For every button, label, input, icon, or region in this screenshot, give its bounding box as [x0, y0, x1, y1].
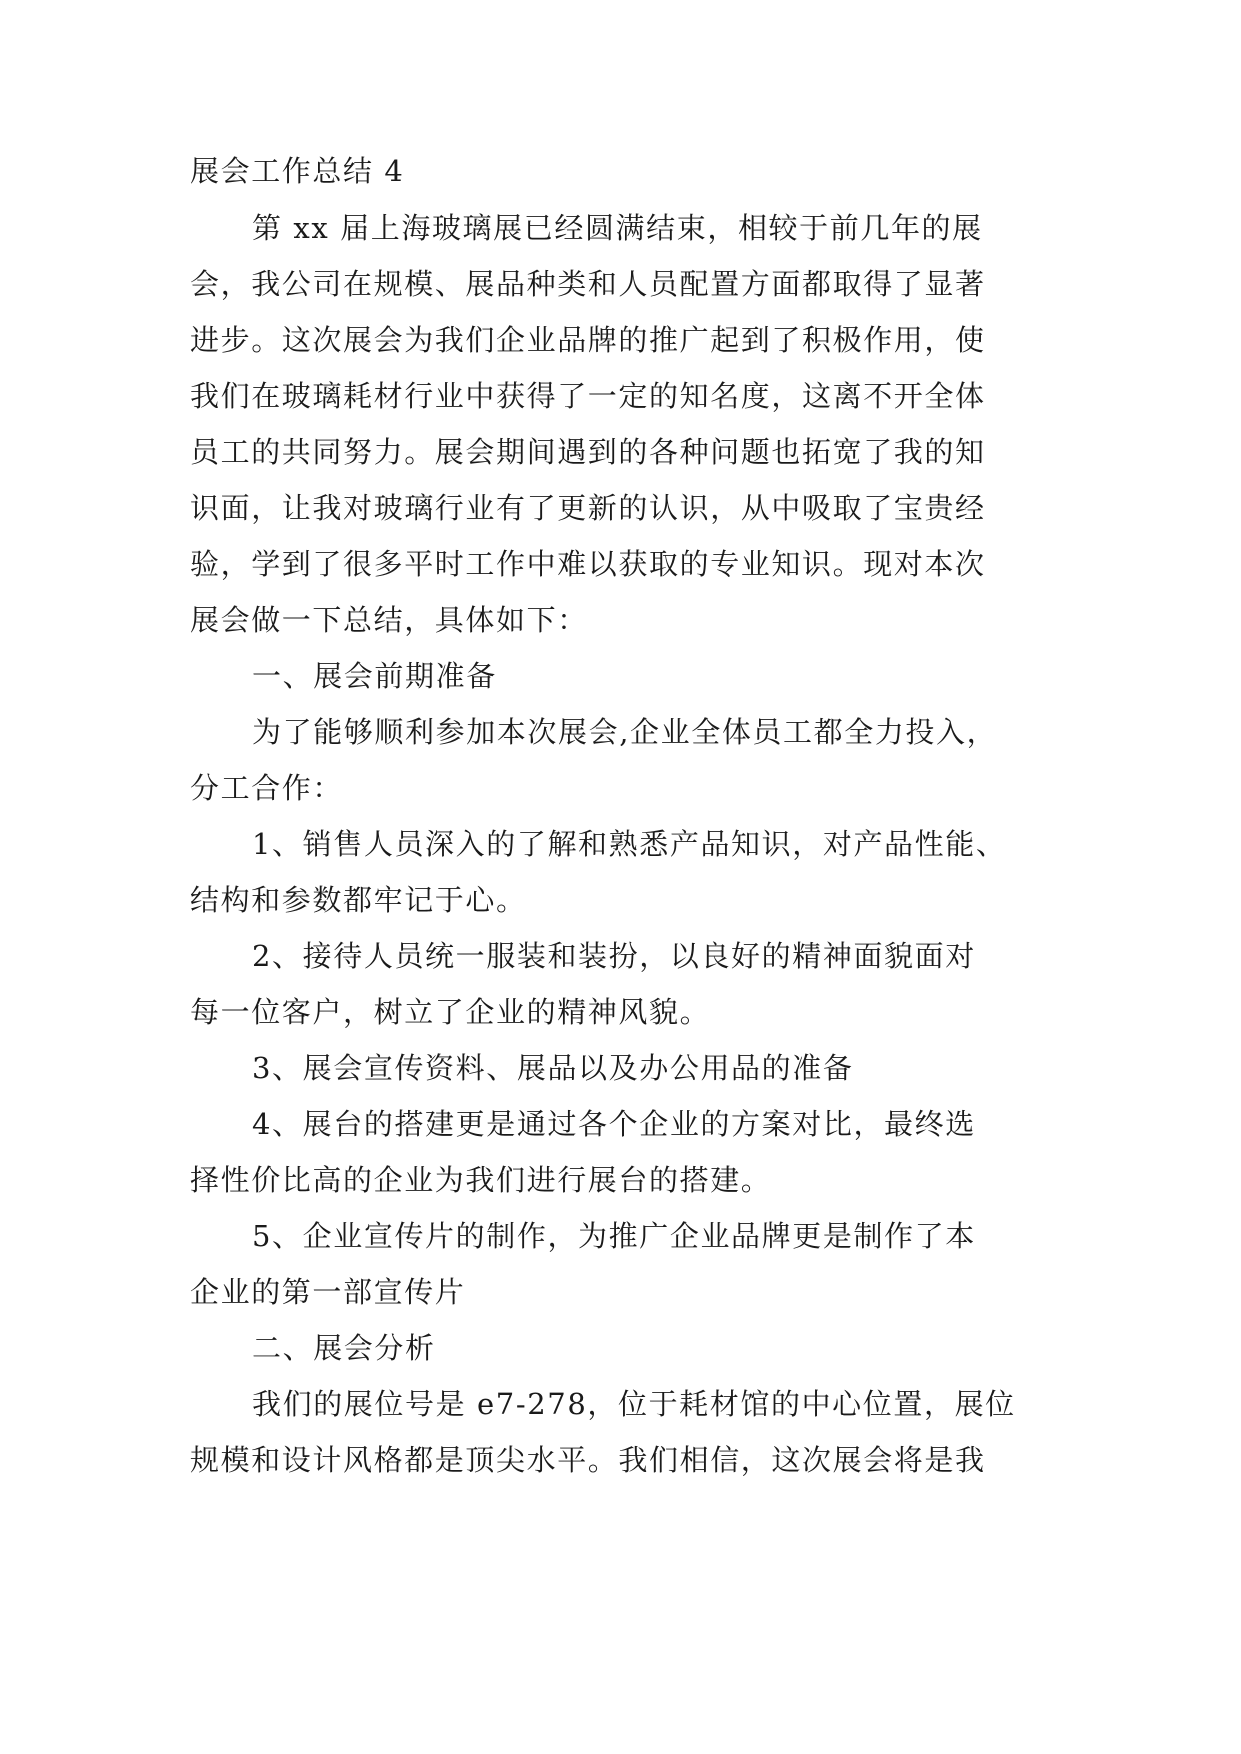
list-item: 2、接待人员统一服装和装扮，以良好的精神面貌面对: [252, 939, 976, 973]
paragraph-line: 员工的共同努力。展会期间遇到的各种问题也拓宽了我的知: [190, 435, 986, 469]
list-item: 1、销售人员深入的了解和熟悉产品知识，对产品性能、: [252, 827, 1007, 861]
paragraph-line: 会，我公司在规模、展品种类和人员配置方面都取得了显著: [190, 267, 986, 301]
list-item-continuation: 结构和参数都牢记于心。: [190, 883, 527, 917]
list-item-continuation: 择性价比高的企业为我们进行展台的搭建。: [190, 1163, 772, 1197]
paragraph-line: 验，学到了很多平时工作中难以获取的专业知识。现对本次: [190, 547, 986, 581]
list-item: 5、企业宣传片的制作，为推广企业品牌更是制作了本: [252, 1219, 976, 1253]
paragraph-line: 为了能够顺利参加本次展会,企业全体员工都全力投入，: [252, 715, 998, 749]
paragraph-line: 进步。这次展会为我们企业品牌的推广起到了积极作用，使: [190, 323, 986, 357]
paragraph-line: 识面，让我对玻璃行业有了更新的认识，从中吸取了宝贵经: [190, 491, 986, 525]
list-item: 4、展台的搭建更是通过各个企业的方案对比，最终选: [252, 1107, 976, 1141]
list-item-continuation: 企业的第一部宣传片: [190, 1275, 466, 1309]
section-heading: 二、展会分析: [252, 1331, 436, 1365]
paragraph-line: 我们在玻璃耗材行业中获得了一定的知名度，这离不开全体: [190, 379, 986, 413]
paragraph-line: 规模和设计风格都是顶尖水平。我们相信，这次展会将是我: [190, 1443, 986, 1477]
paragraph-line: 第 xx 届上海玻璃展已经圆满结束，相较于前几年的展: [252, 211, 983, 245]
section-heading: 一、展会前期准备: [252, 659, 497, 693]
paragraph-line: 展会做一下总结，具体如下：: [190, 603, 588, 637]
list-item: 3、展会宣传资料、展品以及办公用品的准备: [252, 1051, 854, 1085]
paragraph-line: 我们的展位号是 e7-278，位于耗材馆的中心位置，展位: [252, 1387, 1016, 1421]
document-title: 展会工作总结 4: [190, 154, 405, 188]
list-item-continuation: 每一位客户，树立了企业的精神风貌。: [190, 995, 711, 1029]
paragraph-line: 分工合作：: [190, 771, 344, 805]
